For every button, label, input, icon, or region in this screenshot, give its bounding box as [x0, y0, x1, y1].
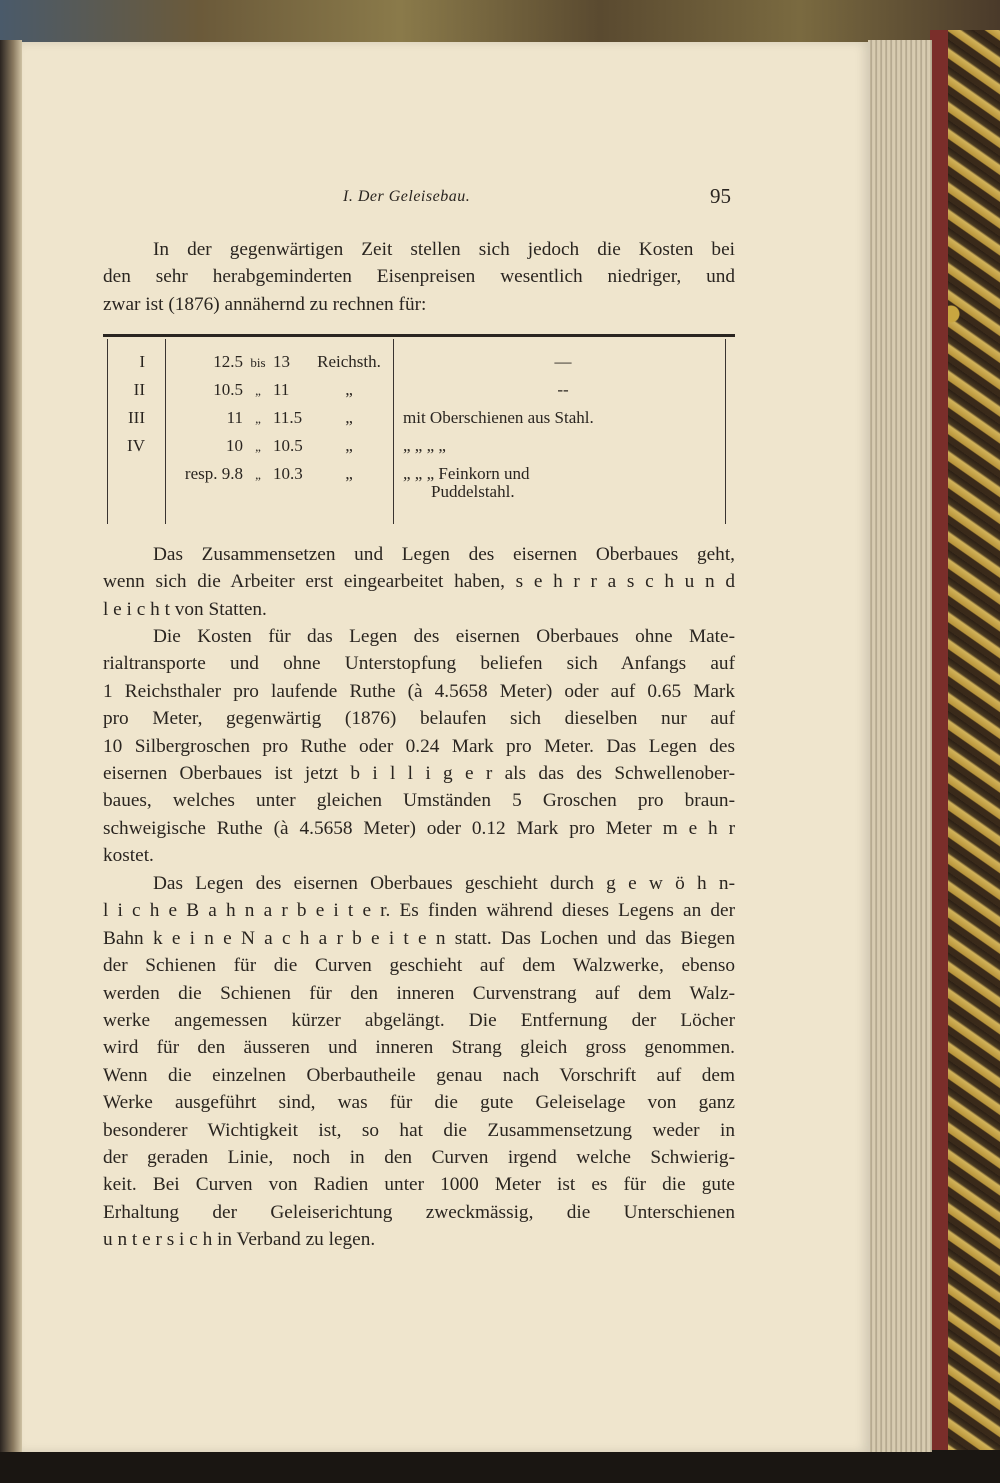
- text-line: Wenn die einzelnen Oberbautheile genau nach Vorschrift auf dem: [103, 1064, 735, 1086]
- row-number: IV: [127, 436, 145, 455]
- text-line: den sehr herabgeminderten Eisenpreisen wesentlich niedriger, und: [103, 266, 735, 288]
- text-line: keit. Bei Curven von Radien unter 1000 Meter ist es für die gute: [103, 1174, 735, 1196]
- table-row: [103, 482, 735, 508]
- currency-unit: „: [345, 380, 353, 399]
- chapter-title: I. Der Geleisebau.: [343, 188, 471, 205]
- row-number: III: [128, 408, 145, 427]
- text-line: Das Zusammensetzen und Legen des eisernen Oberbaues geht,: [153, 544, 735, 565]
- range-separator: „: [255, 383, 261, 398]
- table-row: [103, 436, 735, 462]
- text-line: Das Legen des eisernen Oberbaues geschieht durch g e w ö h n-: [153, 873, 735, 894]
- currency-unit: „: [345, 408, 353, 427]
- price-to: 13: [273, 352, 290, 371]
- text-line: Werke ausgeführt sind, was für die gute Geleiselage von ganz: [103, 1092, 735, 1114]
- text-line: Erhaltung der Geleiserichtung zweckmässig, die Unterschienen: [103, 1201, 735, 1223]
- running-header: [0, 184, 1000, 212]
- book-gutter: [0, 40, 22, 1452]
- text-line: Bahn k e i n e N a c h a r b e i t e n statt. Das Lochen und das Biegen: [103, 927, 735, 949]
- currency-unit: Reichsth.: [317, 352, 381, 371]
- price-from: resp. 9.8: [184, 464, 243, 483]
- price-to: 11.5: [273, 408, 303, 427]
- text-line: der Schienen für die Curven geschieht auf dem Walzwerke, ebenso: [103, 955, 735, 977]
- range-separator: bis: [250, 355, 266, 370]
- text-line: eisernen Oberbaues ist jetzt b i l l i g e r als das des Schwellenober-: [103, 762, 735, 784]
- price-from: 11: [226, 408, 243, 427]
- range-separator: „: [255, 411, 261, 426]
- price-range: [173, 380, 391, 400]
- text-line: u n t e r s i c h in Verband zu legen.: [103, 1229, 376, 1251]
- text-line: pro Meter, gegenwärtig (1876) belaufen sich dieselben nur auf: [103, 708, 735, 730]
- row-note: „ „ „ „: [403, 436, 446, 455]
- row-note: „ „ „ Feinkorn und: [403, 464, 530, 483]
- paragraph: [103, 623, 735, 870]
- text-line: 1 Reichsthaler pro laufende Ruthe (à 4.5658 Meter) oder auf 0.65 Mark: [103, 680, 735, 702]
- text-line: werden die Schienen für den inneren Curvenstrang auf dem Walz-: [103, 982, 735, 1004]
- price-to: 10.5: [273, 436, 303, 455]
- text-line: werke angemessen kürzer abgelängt. Die Entfernung der Löcher: [103, 1009, 735, 1031]
- text-line: 10 Silbergroschen pro Ruthe oder 0.24 Mark pro Meter. Das Legen des: [103, 735, 735, 757]
- currency-unit: „: [345, 436, 353, 455]
- text-line: rialtransporte und ohne Unterstopfung beliefen sich Anfangs auf: [103, 653, 735, 675]
- paragraph: [103, 870, 735, 1253]
- text-line: Die Kosten für das Legen des eisernen Oberbaues ohne Mate-: [153, 626, 735, 647]
- range-separator: „: [255, 439, 261, 454]
- range-separator: „: [255, 467, 261, 482]
- book-cover-top: [0, 0, 1000, 48]
- price-range: [173, 408, 391, 428]
- price-from: 12.5: [213, 352, 243, 371]
- row-note: —: [554, 352, 572, 371]
- paragraph: [103, 541, 735, 623]
- row-number: II: [133, 380, 145, 399]
- price-range: [173, 464, 391, 484]
- text-line: schweigische Ruthe (à 4.5658 Meter) oder 0.12 Mark pro Meter m e h r: [103, 817, 735, 839]
- price-range: [173, 352, 391, 372]
- table-row: [103, 380, 735, 406]
- cover-spine: [930, 30, 948, 1450]
- intro-paragraph: [103, 236, 735, 318]
- price-range: [173, 436, 391, 456]
- text-line: wenn sich die Arbeiter erst eingearbeitet haben, s e h r r a s c h u n d: [103, 571, 735, 593]
- text-line: l i c h e B a h n a r b e i t e r. Es finden während dieses Legens an der: [103, 900, 735, 922]
- text-line: besonderer Wichtigkeit ist, so hat die Zusammensetzung weder in: [103, 1119, 735, 1141]
- price-from: 10.5: [213, 380, 243, 399]
- note-continuation: Puddelstahl.: [431, 482, 515, 501]
- price-to: 11: [273, 380, 290, 399]
- table-top-rule: [103, 334, 735, 337]
- page-number: 95: [710, 184, 731, 208]
- text-line: kostet.: [103, 845, 154, 867]
- text-line: In der gegenwärtigen Zeit stellen sich jedoch die Kosten bei: [153, 239, 735, 260]
- price-to: 10.3: [273, 464, 303, 483]
- currency-unit: „: [345, 464, 353, 483]
- price-from: 10: [226, 436, 243, 455]
- text-line: baues, welches unter gleichen Umständen 5 Groschen pro braun-: [103, 790, 735, 812]
- table-row: [103, 352, 735, 378]
- table-row: [103, 408, 735, 434]
- row-note: --: [557, 380, 569, 399]
- page-edges: [868, 40, 932, 1452]
- row-note: mit Oberschienen aus Stahl.: [403, 408, 594, 427]
- text-line: wird für den äusseren und inneren Strang gleich gross genommen.: [103, 1037, 735, 1059]
- text-line: der geraden Linie, noch in den Curven irgend welche Schwierig-: [103, 1146, 735, 1168]
- text-line: zwar ist (1876) annähernd zu rechnen für:: [103, 293, 427, 315]
- row-number: I: [139, 352, 145, 371]
- cost-table: [103, 334, 735, 524]
- text-line: l e i c h t von Statten.: [103, 598, 267, 620]
